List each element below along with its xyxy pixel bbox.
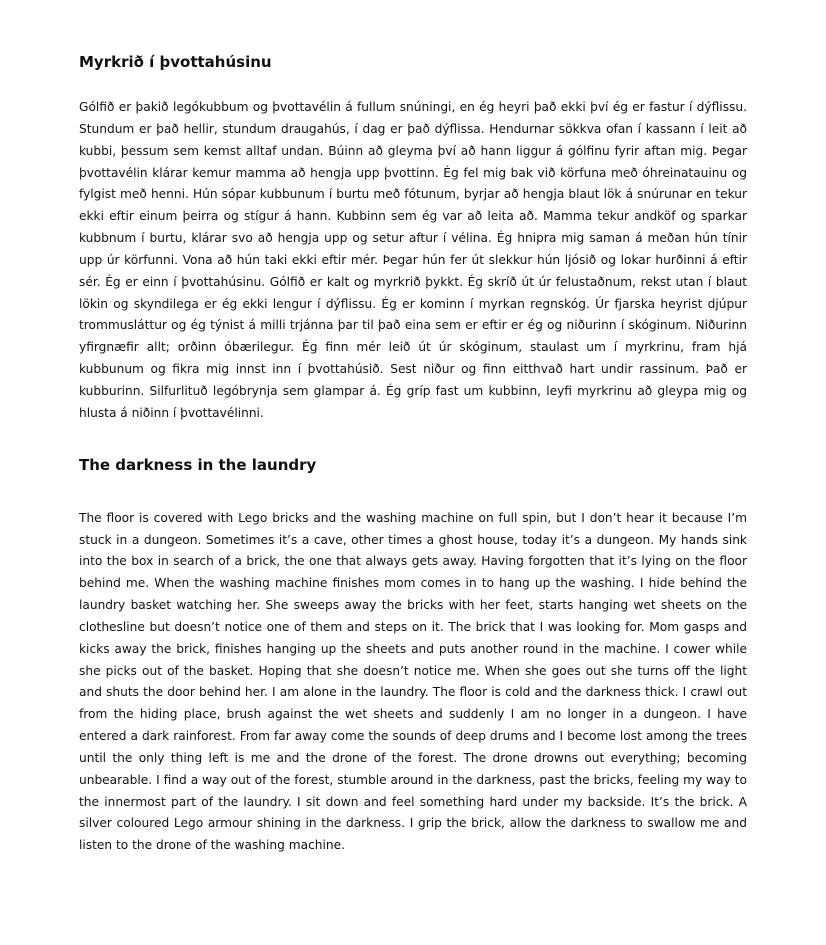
document-page bbox=[79, 52, 747, 857]
english-title: The darkness in the laundry bbox=[79, 455, 317, 474]
icelandic-title: Myrkrið í þvottahúsinu bbox=[79, 53, 272, 71]
icelandic-body: Gólfið er þakið legókubbum og þvottavélin á fullum snúningi, en ég heyri það ekki því ég er fastur í dýflissu. Stundum er það hellir, stundum draugahús, í dag er það dýflissa. Hendurnar sökkva ofan í kassann í leit að kubbi, þessum sem kemst alltaf undan. Búinn að gleyma því að hann liggur á gólfinu fyrir aftan mig. Þegar þvottavélin klárar kemur mamma að hengja upp þvottinn. Ég fel mig bak við körfuna með óhreinatauinu og fylgist með henni. Hún sópar kubbunum í burtu með fótunum, byrjar að hengja blaut lök á snúrunar en tekur ekki eftir einum þeirra og stígur á hann. Kubbinn sem ég var að leita að. Mamma tekur andköf og sparkar kubbnum í burtu, klárar svo að hengja upp og setur aftur í vélina. Ég hnipra mig saman á meðan hún tínir upp úr körfunni. Vona að hún taki ekki eftir mér. Þegar hún fer út slekkur hún ljósið og lokar hurðinni á eftir sér. Ég er einn í þvottahúsinu. Gólfið er kalt og myrkrið þykkt. Ég skríð út úr felustaðnum, rekst utan í blaut lökin og skyndilega er ég ekki lengur í dýflissu. Ég er kominn í myrkan regnskóg. Úr fjarska heyrist djúpur trommusláttur og ég týnist á milli trjánna þar til það eina sem er eftir er ég og niðurinn í skóginum. Niðurinn yfirgnæfir allt; orðinn óbærilegur. Ég finn mér leið út úr skóginum, staulast um í myrkrinu, fram hjá kubbunum og fikra mig innst inn í þvottahúsið. Sest niður og finn eitthvað hart undir rassinum. Það er kubburinn. Silfurlituð legóbrynja sem glampar á. Ég gríp fast um kubbinn, leyfi myrkrinu að gleypa mig og hlusta á niðinn í þvottavélinni. bbox=[79, 100, 747, 420]
english-body: The floor is covered with Lego bricks and the washing machine on full spin, but I don’t hear it because I’m stuck in a dungeon. Sometimes it’s a cave, other times a ghost house, today it’s a dungeon. My hands sink into the box in search of a brick, the one that always gets away. Having forgotten that it’s lying on the floor behind me. When the washing machine finishes mom comes in to hang up the washing. I hide behind the laundry basket watching her. She sweeps away the bricks with her feet, starts hanging wet sheets on the clothesline but doesn’t notice one of them and steps on it. The brick that I was looking for. Mom gasps and kicks away the brick, finishes hanging up the sheets and puts another round in the machine. I cower while she picks out of the basket. Hoping that she doesn’t notice me. When she goes out she turns off the light and shuts the door behind her. I am alone in the laundry. The floor is cold and the darkness thick. I crawl out from the hiding place, brush against the wet sheets and suddenly I am no longer in a dungeon. I have entered a dark rainforest. From far away come the sounds of deep drums and I become lost among the trees until the only thing left is me and the drone of the forest. The drone drowns out everything; becoming unbearable. I find a way out of the forest, stumble around in the darkness, past the bricks, feeling my way to the innermost part of the laundry. I sit down and feel something hard under my backside. It’s the brick. A silver coloured Lego armour shining in the darkness. I grip the brick, allow the darkness to swallow me and listen to the drone of the washing machine. bbox=[79, 510, 747, 853]
